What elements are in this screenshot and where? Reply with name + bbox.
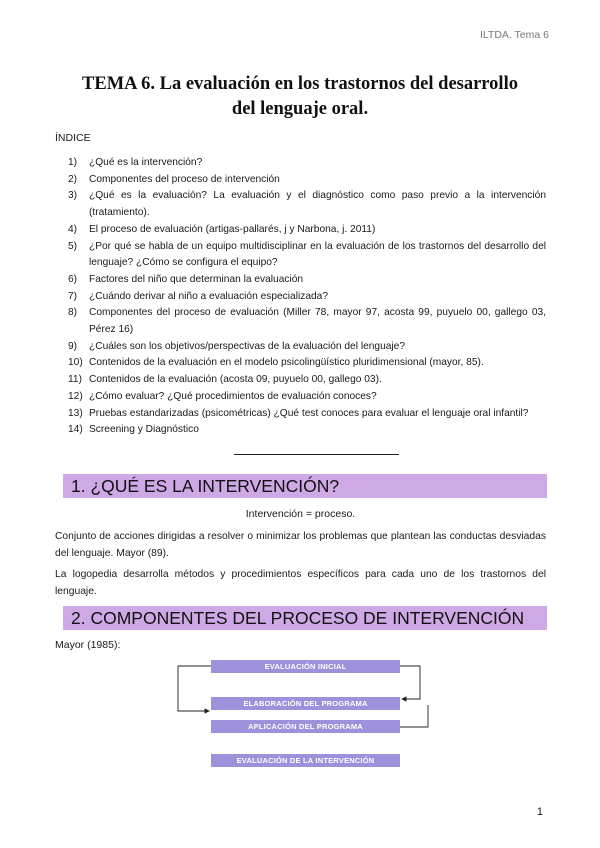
toc-number: 6) bbox=[68, 273, 78, 285]
toc-text: ¿Cuáles son los objetivos/perspectivas de la evaluación del lenguaje? bbox=[89, 340, 406, 352]
box-elaboracion-programa: ELABORACIÓN DEL PROGRAMA bbox=[211, 697, 400, 710]
toc-item bbox=[55, 172, 546, 189]
toc-item bbox=[55, 355, 546, 372]
separator-line bbox=[234, 454, 399, 455]
toc-number: 13) bbox=[68, 407, 83, 419]
paragraph-definition: Conjunto de acciones dirigidas a resolver o minimizar los problemas que plantean las conductas desviadas del lenguaje. Mayor (89). bbox=[55, 531, 546, 559]
definition-line: Intervención = proceso. bbox=[245, 508, 356, 520]
toc-number: 12) bbox=[68, 390, 83, 402]
toc-item bbox=[55, 422, 546, 439]
toc-number: 11) bbox=[68, 374, 82, 386]
toc-item bbox=[55, 272, 546, 289]
feedback-arrow-right-inner bbox=[400, 666, 420, 699]
toc-item bbox=[55, 289, 546, 306]
toc-text: Factores del niño que determinan la evaluación bbox=[89, 273, 304, 285]
toc-number: 2) bbox=[68, 173, 78, 185]
toc-item bbox=[55, 372, 546, 389]
toc-text: Contenidos de la evaluación (acosta 09, puyuelo 00, gallego 03). bbox=[89, 374, 382, 386]
toc-item bbox=[55, 155, 546, 172]
toc-number: 14) bbox=[68, 424, 83, 436]
toc-text: Componentes del proceso de evaluación (Miller 78, mayor 97, acosta 99, puyuelo 00, gallego 03, Pérez 16) bbox=[89, 307, 546, 336]
toc-text: ¿Por qué se habla de un equipo multidisciplinar en la evaluación de los trastornos del desarrollo del lenguaje? ¿Cómo se configura el equipo? bbox=[89, 240, 546, 269]
page-number: 1 bbox=[536, 806, 543, 818]
toc-item bbox=[55, 239, 546, 272]
toc-text: Componentes del proceso de intervención bbox=[89, 173, 280, 185]
running-header: ILTDA. Tema 6 bbox=[479, 29, 549, 41]
toc-text: Pruebas estandarizadas (psicométricas) ¿Qué test conoces para evaluar el lenguaje oral infantil? bbox=[89, 407, 529, 419]
toc-number: 10) bbox=[68, 357, 83, 369]
box-aplicacion-programa: APLICACIÓN DEL PROGRAMA bbox=[211, 720, 400, 733]
toc-number: 8) bbox=[68, 307, 78, 319]
document-title bbox=[55, 72, 545, 122]
toc-text: ¿Cómo evaluar? ¿Qué procedimientos de evaluación conoces? bbox=[89, 390, 377, 402]
box-evaluacion-inicial: EVALUACIÓN INICIAL bbox=[211, 660, 400, 673]
intervention-process-diagram bbox=[170, 655, 430, 775]
paragraph-logopedia: La logopedia desarrolla métodos y procedimientos específicos para cada uno de los trastornos del lenguaje. bbox=[55, 569, 546, 597]
toc-item bbox=[55, 406, 546, 423]
title-line-2: del lenguaje oral. bbox=[231, 99, 369, 119]
section-heading-intervention: 1. ¿QUÉ ES LA INTERVENCIÓN? bbox=[63, 474, 547, 498]
toc-item bbox=[55, 339, 546, 356]
toc-text: ¿Qué es la evaluación? La evaluación y el diagnóstico como paso previo a la intervención (tratamiento). bbox=[89, 190, 546, 219]
box-evaluacion-intervencion: EVALUACIÓN DE LA INTERVENCIÓN bbox=[211, 754, 400, 767]
toc-text: ¿Qué es la intervención? bbox=[89, 157, 203, 168]
toc-text: El proceso de evaluación (artigas-pallarés, j y Narbona, j. 2011) bbox=[89, 223, 376, 235]
section-heading-components: 2. COMPONENTES DEL PROCESO DE INTERVENCIÓN bbox=[63, 606, 547, 630]
toc-text: Contenidos de la evaluación en el modelo psicolingüístico pluridimensional (mayor, 85). bbox=[89, 357, 484, 369]
toc-text: ¿Cuándo derivar al niño a evaluación especializada? bbox=[89, 290, 328, 302]
feedback-arrow-left bbox=[178, 666, 211, 711]
toc-number: 1) bbox=[68, 157, 78, 168]
index-label: ÍNDICE bbox=[55, 132, 91, 144]
table-of-contents bbox=[55, 155, 546, 439]
toc-item bbox=[55, 389, 546, 406]
toc-number: 7) bbox=[68, 290, 78, 302]
title-line-1: TEMA 6. La evaluación en los trastornos del desarrollo bbox=[82, 74, 518, 94]
toc-number: 5) bbox=[68, 240, 78, 252]
source-label: Mayor (1985): bbox=[55, 639, 121, 651]
feedback-arrow-right-outer bbox=[400, 705, 428, 727]
toc-number: 4) bbox=[68, 223, 78, 235]
toc-text: Screening y Diagnóstico bbox=[89, 424, 199, 436]
toc-item bbox=[55, 305, 546, 338]
toc-item bbox=[55, 188, 546, 221]
toc-item bbox=[55, 222, 546, 239]
toc-number: 3) bbox=[68, 190, 78, 202]
toc-number: 9) bbox=[68, 340, 78, 352]
